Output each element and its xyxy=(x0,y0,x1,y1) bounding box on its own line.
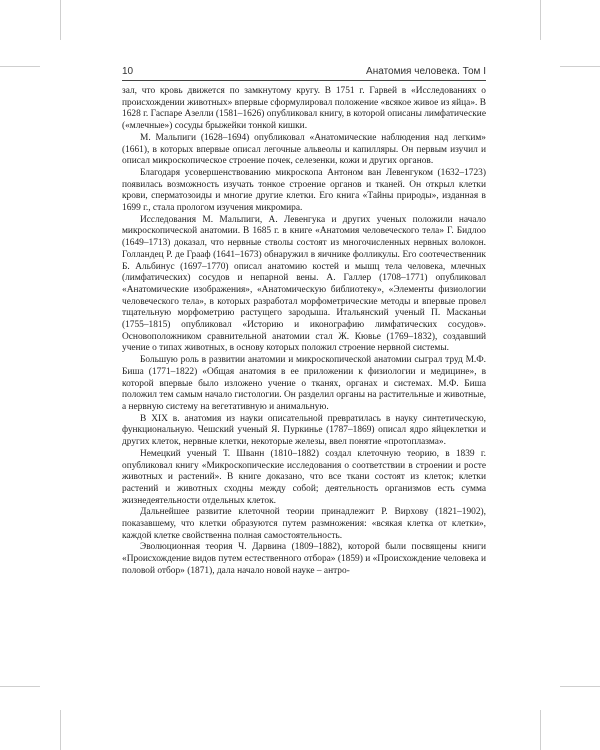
crop-mark-right-bottom xyxy=(560,686,600,687)
running-title: Анатомия человека. Том I xyxy=(366,66,486,77)
crop-mark-top-right xyxy=(540,0,541,40)
paragraph-purkinje: В XIX в. анатомия из науки описательной превратилась в науку синтетическую, функциональную. Чешский ученый Я. Пуркинье (1787–1869) описал ядро яйцеклетки и других клеток, нервные клетки, некоторые железы, ввел понятие «протоплазма». xyxy=(122,413,486,448)
body-text xyxy=(122,86,486,578)
paragraph-continued: зал, что кровь движется по замкнутому кругу. В 1751 г. Гарвей в «Исследованиях о происхождении животных» впервые сформулировал положение «всякое живое из яйца». В 1628 г. Гаспаре Азелли (1581–1626) опубликовал книгу, в которой описаны лимфатические («млечные») сосуды брыжейки тонкой кишки. xyxy=(122,86,486,132)
paragraph-darwin: Эволюционная теория Ч. Дарвина (1809–1882), которой были посвящены книги «Происхождение видов путем естественного отбора» (1859) и «Происхождение человека и половой отбор» (1871), дала начало новой науке – антро- xyxy=(122,542,486,576)
crop-mark-left-bottom xyxy=(0,686,40,687)
paragraph-bichat: Большую роль в развитии анатомии и микроскопической анатомии сыграл труд М.Ф. Биша (1771–1822) «Общая анатомия в ее приложении к физиологии и медицине», в которой впервые было изложено учение о тканях, органах и системах. М.Ф. Биша положил тем самым начало гистологии. Он разделил органы на растительные и животные, а нервную систему на вегетативную и анимальную. xyxy=(122,355,486,412)
paragraph-virchow: Дальнейшее развитие клеточной теории принадлежит Р. Вирхову (1821–1902), показавшему, что клетки образуются путем размножения: «всякая клетка от клетки», каждой клетке свойственна полная самостоятельность. xyxy=(122,507,486,541)
crop-mark-bottom-left xyxy=(60,710,61,750)
crop-mark-left-top xyxy=(0,66,40,67)
paragraph-leeuwenhoek: Благодаря усовершенствованию микроскопа Антоном ван Левенгуком (1632–1723) появилась возможность изучать тонкое строение органов и тканей. Он открыл клетки крови, сперматозоиды и многие другие клетки. Его книга «Тайны природы», изданная в 1699 г., стала прологом изучения микромира. xyxy=(122,167,486,214)
paragraph-malpighi: М. Мальпиги (1628–1694) опубликовал «Анатомические наблюдения над легким» (1661), в которых впервые описал легочные альвеолы и капилляры. Он первым изучил и описал микроскопическое строение почек, селезенки, кожи и других органов. xyxy=(122,132,486,167)
crop-mark-right-top xyxy=(560,66,600,67)
crop-mark-bottom-right xyxy=(540,710,541,750)
paragraph-microscopic-anatomy: Исследования М. Мальпиги, А. Левенгука и других ученых положили начало микроскопической анатомии. В 1685 г. в книге «Анатомия человеческого тела» Г. Бидлоо (1649–1713) доказал, что нервные стволы состоят из многочисленных нервных волокон. Голландец Р. де Грааф (1641–1673) обнаружил в яичнике фолликулы. Его соотечественник Б. Альбинус (1697–1770) описал анатомию костей и мышц тела человека, млечных (лимфатических) сосудов и непарной вены. А. Галлер (1708–1771) опубликовал «Анатомические изображения», «Анатомическую библиотеку», «Элементы физиологии человеческого тела», в которых разработал морфометрические методы и впервые провел тщательную морфометрию растущего зародыша. Итальянский ученый П. Масканьи (1755–1815) опубликовал «Историю и иконографию лимфатических сосудов». Основоположником сравнительной анатомии стал Ж. Кювье (1769–1832), создавший учение о типах животных, в основу которых положил строение нервной системы. xyxy=(122,214,486,354)
header-rule xyxy=(122,80,486,81)
page-number: 10 xyxy=(122,66,134,77)
crop-mark-top-left xyxy=(60,0,61,40)
running-header xyxy=(122,66,486,80)
paragraph-schwann: Немецкий ученый Т. Шванн (1810–1882) создал клеточную теорию, в 1839 г. опубликовал книгу «Микроскопические исследования о соответствии в строении и росте животных и растений». В книге доказано, что все ткани состоят из клеток; клетки растений и животных сходны между собой; деятельность организмов есть сумма жизнедеятельности отдельных клеток. xyxy=(122,448,486,506)
